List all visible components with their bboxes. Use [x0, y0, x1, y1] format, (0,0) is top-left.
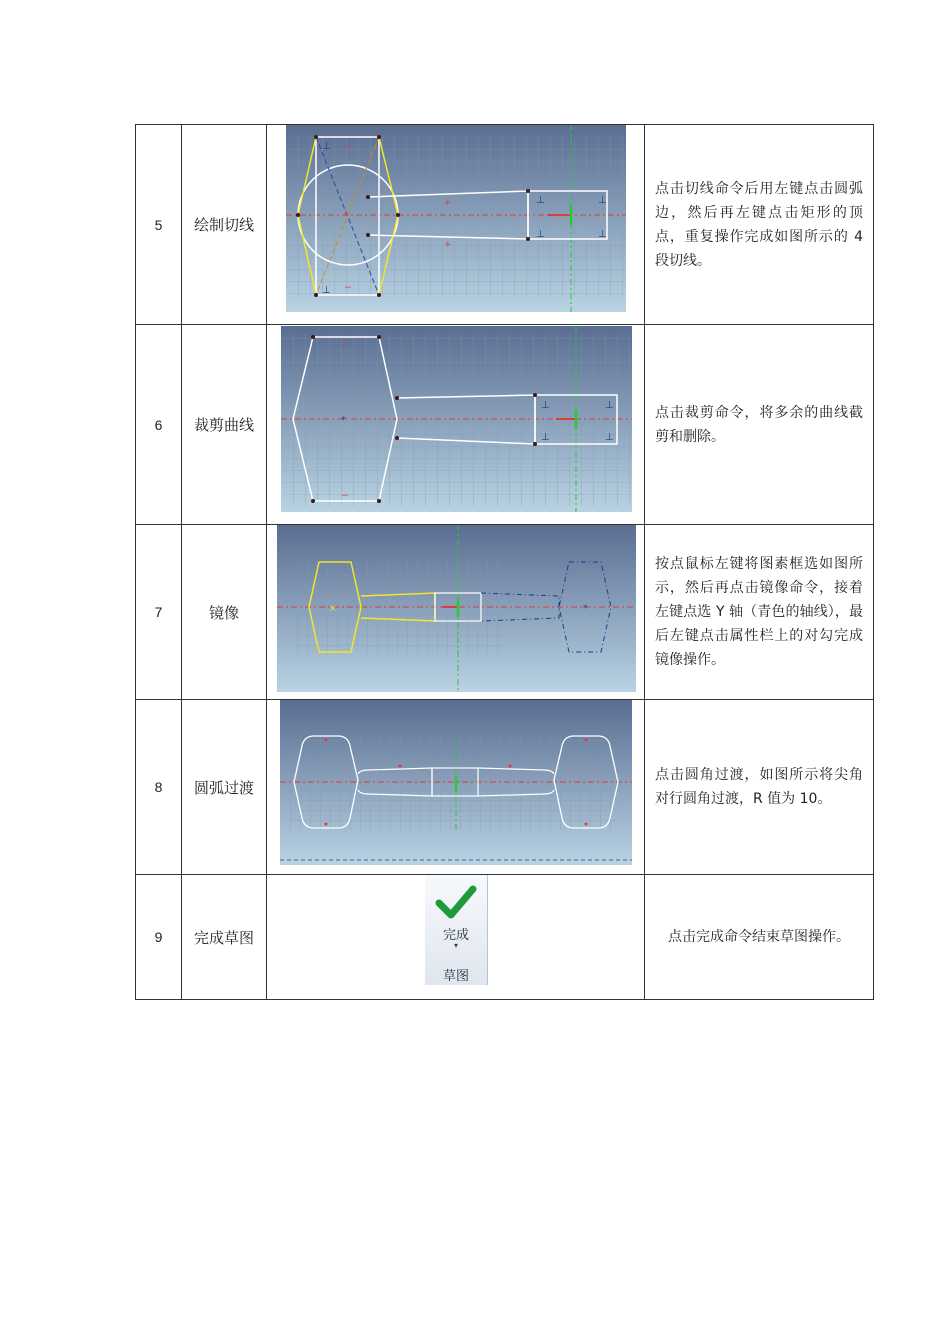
dropdown-arrow-icon: ▾ [453, 941, 458, 950]
svg-text:×: × [329, 604, 337, 614]
sketch-mirror-screenshot [277, 525, 636, 692]
step-name: 圆弧过渡 [182, 700, 267, 875]
step-description: 按点鼠标左键将图素框选如图所示，然后再点击镜像命令，接着左键点选 Y 轴（青色的轴线），最后左键点击属性栏上的对勾完成镜像操作。 [645, 525, 874, 700]
step-row [136, 875, 874, 1000]
svg-text:−: − [341, 340, 349, 350]
step-image-cell [267, 125, 645, 325]
step-row [136, 125, 874, 325]
svg-text:⊥: ⊥ [598, 229, 607, 240]
svg-text:−: − [344, 283, 352, 293]
svg-text:*: * [341, 415, 346, 426]
step-name: 完成草图 [182, 875, 267, 1000]
svg-text:⊥: ⊥ [605, 432, 614, 443]
svg-text:⊥: ⊥ [322, 285, 331, 296]
svg-text:⊥: ⊥ [536, 229, 545, 240]
svg-text:⊥: ⊥ [605, 400, 614, 411]
svg-text:*: * [583, 604, 588, 614]
ribbon-group-label: 草图 [442, 969, 469, 984]
svg-text:−: − [341, 491, 349, 501]
svg-text:*: * [344, 212, 349, 222]
step-image-cell [267, 700, 645, 875]
step-number: 9 [136, 875, 182, 1000]
checkmark-icon [425, 881, 487, 925]
svg-text:⊥: ⊥ [322, 141, 331, 152]
svg-text:−: − [344, 142, 352, 152]
svg-text:⊥: ⊥ [541, 400, 550, 411]
step-description: 点击完成命令结束草图操作。 [645, 875, 874, 1000]
step-number: 7 [136, 525, 182, 700]
step-description: 点击切线命令后用左键点击圆弧边，然后再左键点击矩形的顶点，重复操作完成如图所示的 4 段切线。 [645, 125, 874, 325]
finish-button-label: 完成 [442, 928, 469, 943]
step-row [136, 700, 874, 875]
svg-text:⊥: ⊥ [536, 195, 545, 206]
finish-sketch-button[interactable] [425, 875, 488, 985]
step-name: 裁剪曲线 [182, 325, 267, 525]
step-image-cell [267, 325, 645, 525]
sketch-tangent-screenshot [286, 125, 626, 312]
step-name: 镜像 [182, 525, 267, 700]
step-name: 绘制切线 [182, 125, 267, 325]
svg-text:⊥: ⊥ [598, 195, 607, 206]
step-description: 点击圆角过渡，如图所示将尖角对行圆角过渡，R 值为 10。 [645, 700, 874, 875]
step-number: 5 [136, 125, 182, 325]
step-image-cell [267, 525, 645, 700]
sketch-trim-screenshot [281, 326, 632, 512]
svg-text:+: + [444, 240, 452, 250]
svg-text:+: + [444, 198, 452, 208]
step-row [136, 525, 874, 700]
steps-table [135, 124, 874, 1000]
step-number: 6 [136, 325, 182, 525]
step-row [136, 325, 874, 525]
svg-text:⊥: ⊥ [541, 432, 550, 443]
sketch-fillet-screenshot [280, 700, 632, 865]
step-image-cell [267, 875, 645, 1000]
step-number: 8 [136, 700, 182, 875]
step-description: 点击裁剪命令，将多余的曲线截剪和删除。 [645, 325, 874, 525]
